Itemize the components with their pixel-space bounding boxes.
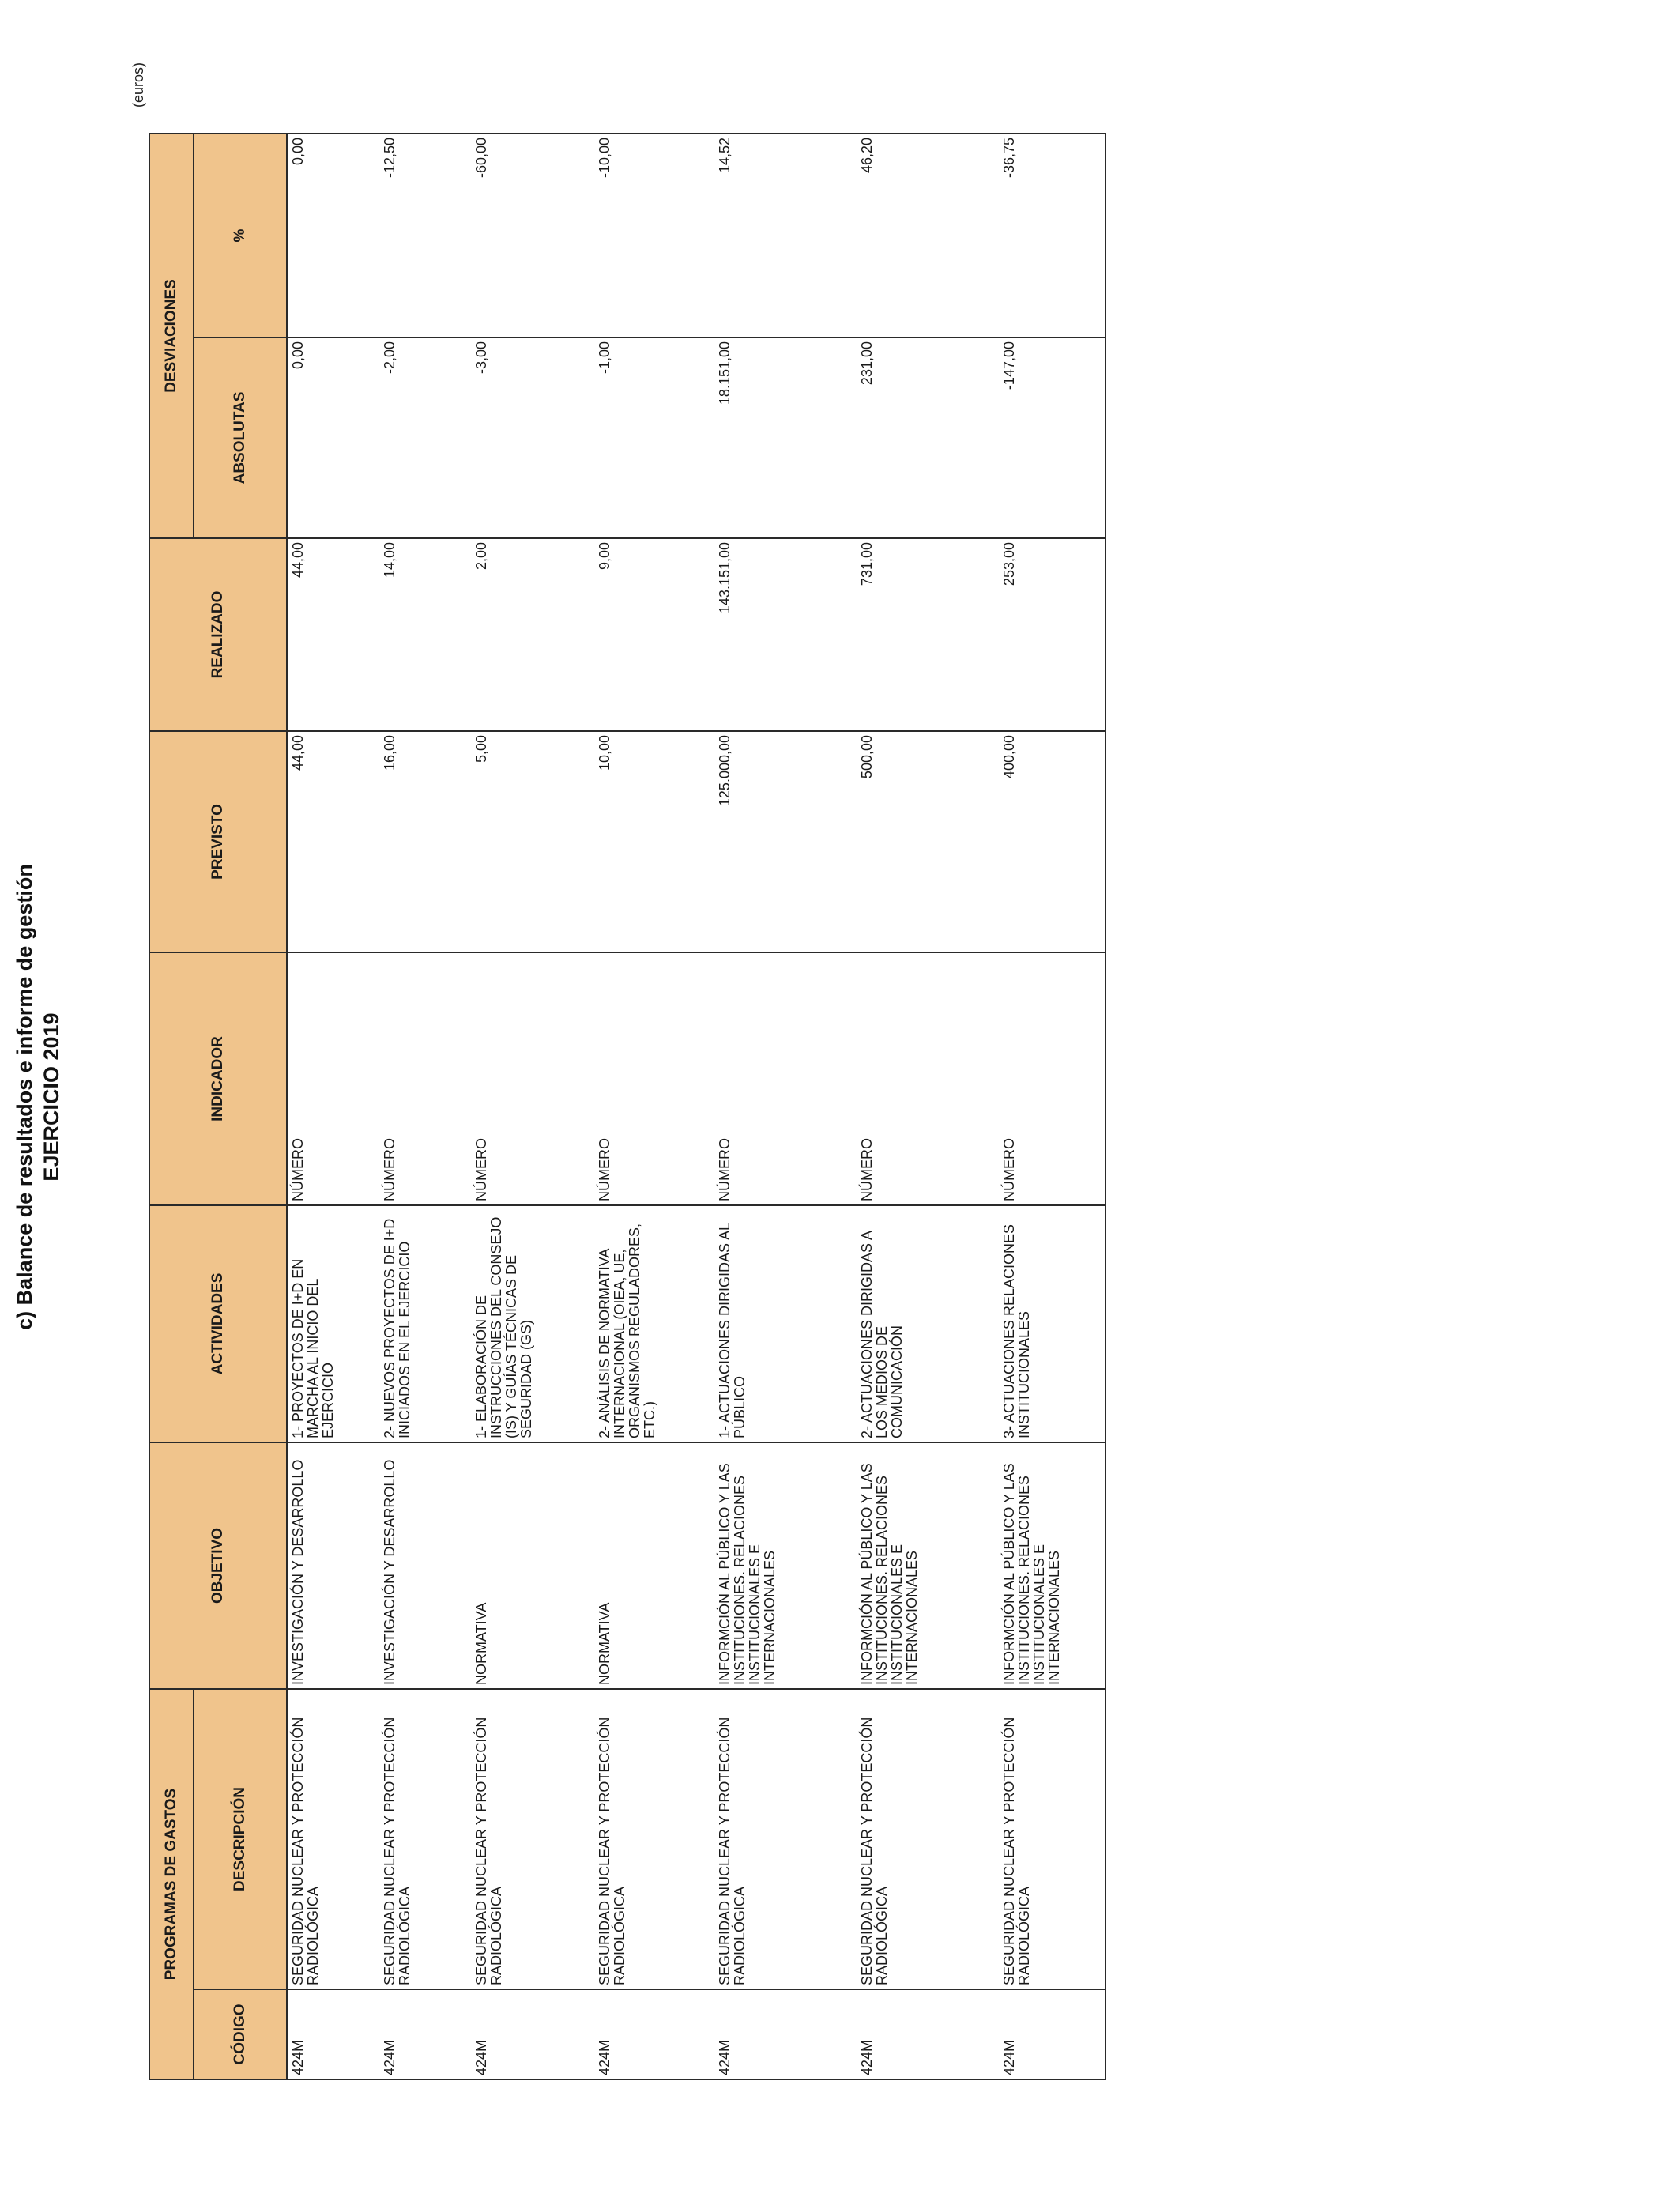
header-realizado: REALIZADO (149, 538, 287, 731)
cell-descripcion: SEGURIDAD NUCLEAR Y PROTECCIÓN RADIOLÓGICA (857, 1689, 999, 1989)
cell-realizado: 253,00 (999, 538, 1106, 731)
cell-descripcion: SEGURIDAD NUCLEAR Y PROTECCIÓN RADIOLÓGICA (594, 1689, 714, 1989)
cell-realizado: 9,00 (594, 538, 714, 731)
cell-codigo: 424M (714, 1989, 857, 2079)
cell-actividades: 2- NUEVOS PROYECTOS DE I+D INICIADOS EN EL EJERCICIO (379, 1205, 471, 1442)
cell-realizado: 143.151,00 (714, 538, 857, 731)
cell-absolutas: 231,00 (857, 337, 999, 538)
cell-absolutas: -1,00 (594, 337, 714, 538)
table-row (379, 134, 471, 2079)
cell-objetivo: INFORMCIÓN AL PÚBLICO Y LAS INSTITUCIONES. RELACIONES INSTITUCIONALES E INTERNACIONALES (999, 1442, 1106, 1689)
cell-codigo: 424M (594, 1989, 714, 2079)
cell-absolutas: -147,00 (999, 337, 1106, 538)
cell-absolutas: -3,00 (471, 337, 594, 538)
cell-objetivo: NORMATIVA (471, 1442, 594, 1689)
cell-objetivo: NORMATIVA (594, 1442, 714, 1689)
cell-previsto: 44,00 (287, 731, 379, 952)
cell-porcentaje: -36,75 (999, 134, 1106, 337)
header-indicador: INDICADOR (149, 952, 287, 1205)
cell-indicador: NÚMERO (379, 952, 471, 1205)
cell-indicador: NÚMERO (999, 952, 1106, 1205)
header-programas-de-gastos: PROGRAMAS DE GASTOS (149, 1689, 194, 2079)
cell-realizado: 731,00 (857, 538, 999, 731)
table-row (857, 134, 999, 2079)
table-row (714, 134, 857, 2079)
cell-descripcion: SEGURIDAD NUCLEAR Y PROTECCIÓN RADIOLÓGICA (287, 1689, 379, 1989)
cell-codigo: 424M (379, 1989, 471, 2079)
cell-previsto: 10,00 (594, 731, 714, 952)
cell-absolutas: -2,00 (379, 337, 471, 538)
table-row (999, 134, 1106, 2079)
cell-realizado: 44,00 (287, 538, 379, 731)
cell-indicador: NÚMERO (471, 952, 594, 1205)
cell-previsto: 125.000,00 (714, 731, 857, 952)
report-title: c) Balance de resultados e informe de gestión (13, 864, 36, 1330)
header-absolutas: ABSOLUTAS (194, 337, 287, 538)
cell-realizado: 14,00 (379, 538, 471, 731)
header-objetivo: OBJETIVO (149, 1442, 287, 1689)
cell-previsto: 16,00 (379, 731, 471, 952)
header-previsto: PREVISTO (149, 731, 287, 952)
cell-actividades: 1- PROYECTOS DE I+D EN MARCHA AL INICIO DEL EJERCICIO (287, 1205, 379, 1442)
cell-porcentaje: -60,00 (471, 134, 594, 337)
cell-previsto: 500,00 (857, 731, 999, 952)
cell-descripcion: SEGURIDAD NUCLEAR Y PROTECCIÓN RADIOLÓGICA (471, 1689, 594, 1989)
header-descripcion: DESCRIPCIÓN (194, 1689, 287, 1989)
cell-actividades: 1- ELABORACIÓN DE INSTRUCCIONES DEL CONSEJO (IS) Y GUÍAS TÉCNICAS DE SEGURIDAD (GS) (471, 1205, 594, 1442)
cell-porcentaje: 46,20 (857, 134, 999, 337)
results-table (149, 133, 1106, 2080)
cell-realizado: 2,00 (471, 538, 594, 731)
cell-indicador: NÚMERO (594, 952, 714, 1205)
cell-indicador: NÚMERO (714, 952, 857, 1205)
cell-porcentaje: -12,50 (379, 134, 471, 337)
table-body (287, 134, 1106, 2079)
cell-objetivo: INFORMCIÓN AL PÚBLICO Y LAS INSTITUCIONES. RELACIONES INSTITUCIONALES E INTERNACIONALES (714, 1442, 857, 1689)
cell-codigo: 424M (999, 1989, 1106, 2079)
cell-previsto: 400,00 (999, 731, 1106, 952)
cell-codigo: 424M (287, 1989, 379, 2079)
header-porcentaje: % (194, 134, 287, 337)
cell-descripcion: SEGURIDAD NUCLEAR Y PROTECCIÓN RADIOLÓGICA (379, 1689, 471, 1989)
cell-porcentaje: 0,00 (287, 134, 379, 337)
header-desviaciones: DESVIACIONES (149, 134, 194, 538)
table-row (287, 134, 379, 2079)
cell-absolutas: 18.151,00 (714, 337, 857, 538)
report-sheet: c) Balance de resultados e informe de gestión EJERCICIO 2019 (euros) PROGRAMAS DE GASTOS OBJETIVO ACTIVIDADES INDICADOR PREVISTO REALIZADO DESVIACIONES CÓDIGO DESCRIPCIÓN ABSOLUTAS % 424M SEGURIDAD NUCLEAR Y PROTECCIÓN RADIOLÓGICA INVESTIGACIÓN Y DESARROLLO 1- PROYECTOS DE I+D EN MARCHA AL INICIO DEL EJERCICIO NÚMERO 44,00 44,00 0,00 0,00 424M SEGURIDAD NUCLEAR Y PROTECCIÓN RADIOLÓGICA INVESTIGACIÓN Y DESARROLLO 2- NUEVOS PROYECTOS DE I+D INICIADOS EN EL EJERCICIO NÚMERO 16,00 14,00 -2,00 -12,50 424M SEGURIDAD NUCLEAR Y PROTECCIÓN RADIOLÓGICA NORMATIVA 1- ELABORACIÓN DE INSTRUCCIONES DEL CONSEJO (IS) Y GUÍAS TÉCNICAS DE SEGURIDAD (GS) NÚMERO 5,00 2,00 -3,00 -60,00 424M SEGURIDAD NUCLEAR Y PROTECCIÓN RADIOLÓGICA NORMATIVA 2- ANÁLISIS DE NORMATIVA INTERNACIONAL (OIEA, UE, ORGANISMOS REGULADORES, ETC.) NÚMERO 10,00 9,00 -1,00 -10,00 424M SEGURIDAD NUCLEAR Y PROTECCIÓN RADIOLÓGICA INFORMCIÓN AL PÚBLICO Y LAS INSTITUCIONES. RELACIONES INSTITUCIONALES E INTERNACIONALES 1- ACTUACIONES DIRIGIDAS AL PÚBLICO NÚMERO 125.000,00 143.151,00 18.151,00 14,52 424M SEGURIDAD NUCLEAR Y PROTECCIÓN RADIOLÓGICA INFORMCIÓN AL PÚBLICO Y LAS INSTITUCIONES. RELACIONES INSTITUCIONALES E INTERNACIONALES 2- ACTUACIONES DIRIGIDAS A LOS MEDIOS DE COMUNICACIÓN NÚMERO 500,00 731,00 231,00 46,20 424M SEGURIDAD NUCLEAR Y PROTECCIÓN RADIOLÓGICA INFORMCIÓN AL PÚBLICO Y LAS INSTITUCIONES. RELACIONES INSTITUCIONALES E INTERNACIONALES 3- ACTUACIONES RELACIONES INSTITUCIONALES NÚMERO 400,00 253,00 -147,00 -36,75 (0, 0, 1680, 2194)
report-year: EJERCICIO 2019 (40, 1012, 63, 1182)
cell-porcentaje: -10,00 (594, 134, 714, 337)
header-actividades: ACTIVIDADES (149, 1205, 287, 1442)
cell-codigo: 424M (857, 1989, 999, 2079)
cell-descripcion: SEGURIDAD NUCLEAR Y PROTECCIÓN RADIOLÓGICA (714, 1689, 857, 1989)
cell-actividades: 3- ACTUACIONES RELACIONES INSTITUCIONALES (999, 1205, 1106, 1442)
cell-previsto: 5,00 (471, 731, 594, 952)
cell-codigo: 424M (471, 1989, 594, 2079)
cell-absolutas: 0,00 (287, 337, 379, 538)
cell-actividades: 2- ANÁLISIS DE NORMATIVA INTERNACIONAL (OIEA, UE, ORGANISMOS REGULADORES, ETC.) (594, 1205, 714, 1442)
table-row (594, 134, 714, 2079)
cell-actividades: 2- ACTUACIONES DIRIGIDAS A LOS MEDIOS DE COMUNICACIÓN (857, 1205, 999, 1442)
cell-descripcion: SEGURIDAD NUCLEAR Y PROTECCIÓN RADIOLÓGICA (999, 1689, 1106, 1989)
cell-objetivo: INVESTIGACIÓN Y DESARROLLO (287, 1442, 379, 1689)
cell-indicador: NÚMERO (287, 952, 379, 1205)
cell-objetivo: INFORMCIÓN AL PÚBLICO Y LAS INSTITUCIONES. RELACIONES INSTITUCIONALES E INTERNACIONALES (857, 1442, 999, 1689)
cell-porcentaje: 14,52 (714, 134, 857, 337)
header-codigo: CÓDIGO (194, 1989, 287, 2079)
cell-indicador: NÚMERO (857, 952, 999, 1205)
cell-objetivo: INVESTIGACIÓN Y DESARROLLO (379, 1442, 471, 1689)
cell-actividades: 1- ACTUACIONES DIRIGIDAS AL PÚBLICO (714, 1205, 857, 1442)
table-row (471, 134, 594, 2079)
